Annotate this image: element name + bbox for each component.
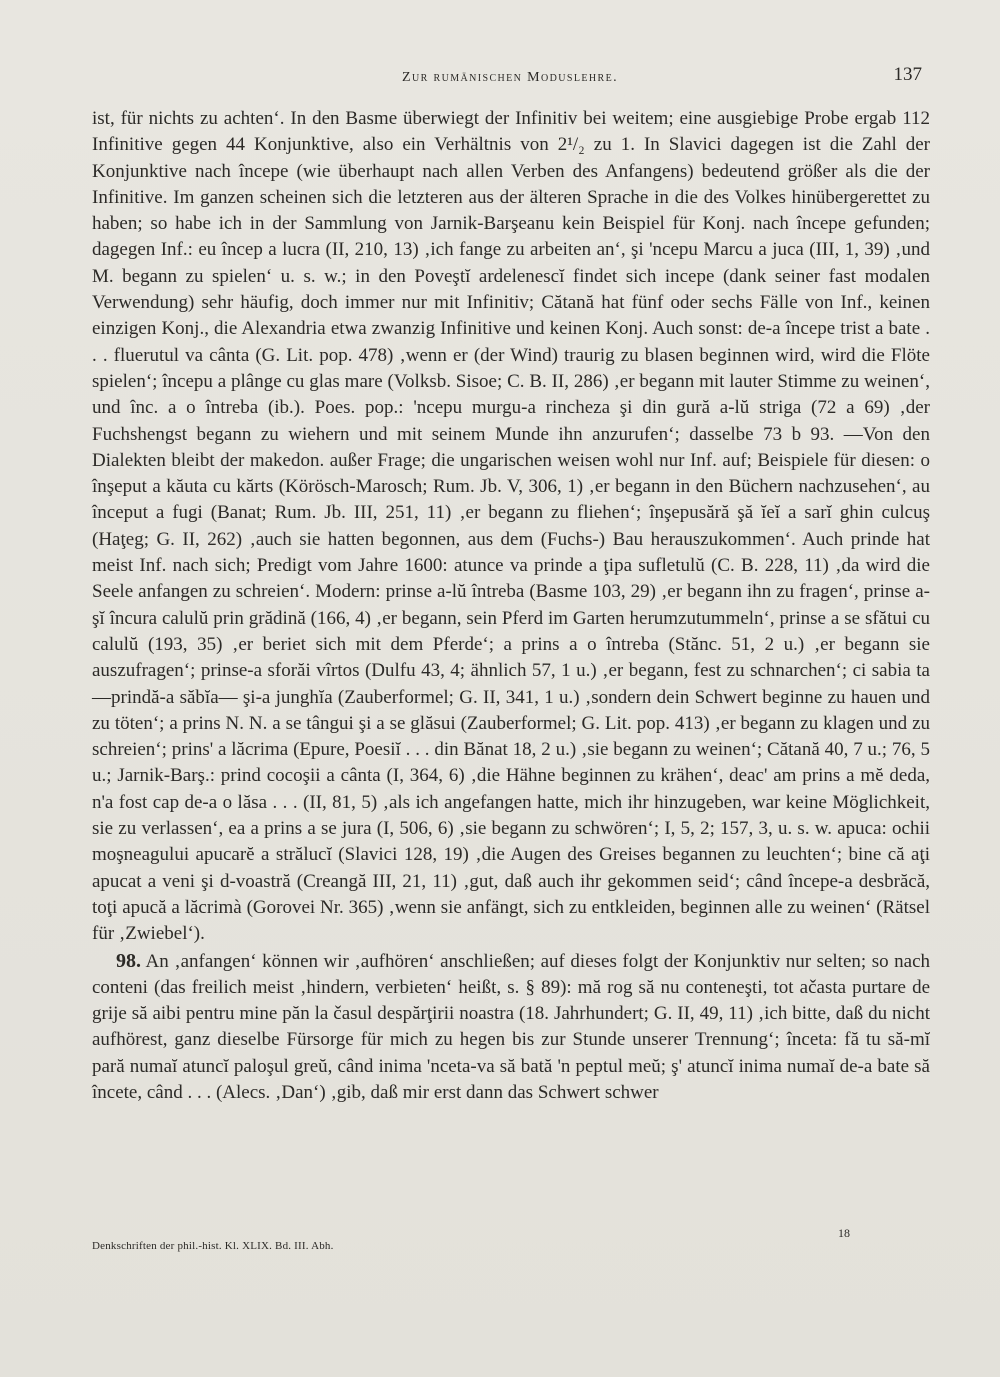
printer-signature: 18 (838, 1226, 850, 1240)
page-number: 137 (893, 64, 922, 85)
page-header (94, 62, 926, 92)
page-footer (92, 1222, 930, 1252)
paragraph-section-98 (92, 948, 930, 1107)
section-number: 98. (116, 949, 141, 972)
section-98-text: An ‚anfangen‘ können wir ‚aufhören‘ anschließen; auf dieses folgt der Konjunktiv nur selten; so nach conteni (das freilich meist ‚hindern, verbieten‘ heißt, s. § 89): mă rog să nu conteneşti, tot ačasta purtare de grije să aibi pentru mine păn la časul despărţirii noastra (18. Jahrhundert; G. II, 49, 11) ‚ich bitte, daß du nicht aufhörest, ganz dieselbe Fürsorge für mich zu hegen bis zur Stunde unserer Trennung‘; înceta: fă tu să-mĭ pară numaĭ atuncĭ paloşul greŭ, când inima 'nceta-va să bată 'n peptul meŭ; ş' atuncĭ inima numaĭ de-a bate să încete, când . . . (Alecs. ‚Dan‘) ‚gib, daß mir erst dann das Schwert schwer (92, 950, 931, 1103)
running-head: Zur rumänischen Moduslehre. (402, 70, 618, 85)
body-text (92, 106, 930, 1106)
paragraph-continued: ist, für nichts zu achten‘. In den Basme überwiegt der Infinitiv bei weitem; eine ausgiebige Probe ergab 112 Infinitive gegen 44 Konjunktive, also ein Verhältnis von 2¹/₂ zu 1. In Slavici dagegen ist die Zahl der Konjunktive nach începe (wie überhaupt nach allen Verben des Anfangens) bedeutend größer als die der Infinitive. Im ganzen scheinen sich die letzteren aus der älteren Sprache in die des Volkes hinübergerettet zu haben; so habe ich in der Sammlung von Jarnik-Barşeanu kein Beispiel für Konj. nach începe gefunden; dagegen Inf.: eu încep a lucra (II, 210, 13) ‚ich fange zu arbeiten an‘, şi 'ncepu Marcu a juca (III, 1, 39) ‚und M. begann zu spielen‘ u. s. w.; in den Poveştĭ ardelenescĭ findet sich incepe (dank seiner fast modalen Verwendung) sehr häufig, doch immer nur mit Infinitiv; Cătană hat fünf oder sechs Fälle von Inf., keinen einzigen Konj., die Alexandria etwa zwanzig Infinitive und keinen Konj. Auch sonst: de-a începe trist a bate . . . fluerutul va cânta (G. Lit. pop. 478) ‚wenn er (der Wind) traurig zu blasen beginnen wird, wird die Flöte spielen‘; începu a plânge cu glas mare (Volksb. Sisoe; C. B. II, 286) ‚er begann mit lauter Stimme zu weinen‘, und înc. a o întreba (ib.). Poes. pop.: 'ncepu murgu-a rincheza şi din gură a-lŭ striga (72 a 69) ‚der Fuchshengst begann zu wiehern und mit seinem Munde ihn anzurufen‘; dasselbe 73 b 93. —Von den Dialekten bleibt der makedon. außer Frage; die ungarischen weisen wohl nur Inf. auf; Beispiele für diesen: o înşeput a kăuta cu kărts (Körösch-Marosch; Rum. Jb. V, 306, 1) ‚er begann in den Büchern nachzusehen‘, au început a fugi (Banat; Rum. Jb. III, 251, 11) ‚er begann zu fliehen‘; înşepusără şă ĭeĭ a sarĭ ghin culcuş (Haţeg; G. II, 262) ‚auch sie hatten begonnen, aus dem (Fuchs-) Bau herauszukommen‘. Auch prinde hat meist Inf. nach sich; Predigt vom Jahre 1600: atunce va prinde a ţipa sufletulŭ (C. B. 228, 11) ‚da wird die Seele anfangen zu schreien‘. Modern: prinse a-lŭ întreba (Basme 103, 29) ‚er begann ihn zu fragen‘, prinse a-şĭ încura calulŭ prin grădină (166, 4) ‚er begann, sein Pferd im Garten herumzutummeln‘, prinse a se sfătui cu calulŭ (193, 35) ‚er beriet sich mit dem Pferde‘; a prins a o întreba (Stănc. 51, 2 u.) ‚er begann sie auszufragen‘; prinse-a sforăi vîrtos (Dulfu 43, 4; ähnlich 57, 1 u.) ‚er begann, fest zu schnarchen‘; ci sabia ta —prindă-a săbĭa— şi-a junghĭa (Zauberformel; G. II, 341, 1 u.) ‚sondern dein Schwert beginne zu hauen und zu töten‘; a prins N. N. a se tângui şi a se glăsui (Zauberformel; G. Lit. pop. 413) ‚er begann zu klagen und zu schreien‘; prins' a lăcrima (Epure, Poesiĭ . . . din Bănat 18, 2 u.) ‚sie begann zu weinen‘; Cătană 40, 7 u.; 76, 5 u.; Jarnik-Barş.: prind cocoşii a cânta (I, 364, 6) ‚die Hähne beginnen zu krähen‘, deac' am prins a mĕ deda, n'a fost cap de-a o lăsa . . . (II, 81, 5) ‚als ich angefangen hatte, mich ihr hinzugeben, war keine Möglichkeit, sie zu verlassen‘, ea a prins a se jura (I, 506, 6) ‚sie begann zu schwören‘; I, 5, 2; 157, 3, u. s. w. apuca: ochii moşneagului apucarĕ a strălucĭ (Slavici 128, 19) ‚die Augen des Greises begannen zu leuchten‘; bine că aţi apucat a veni şi d-voastră (Creangă III, 21, 11) ‚gut, daß auch ihr gekommen seid‘; când începe-a desbrăcă, toţi apucă a lăcrimà (Gorovei Nr. 365) ‚wenn sie anfängt, sich zu entkleiden, beginnen alle zu weinen‘ (Rätsel für ‚Zwiebel‘). (92, 108, 930, 945)
publication-source: Denkschriften der phil.-hist. Kl. XLIX. Bd. III. Abh. (92, 1240, 334, 1252)
